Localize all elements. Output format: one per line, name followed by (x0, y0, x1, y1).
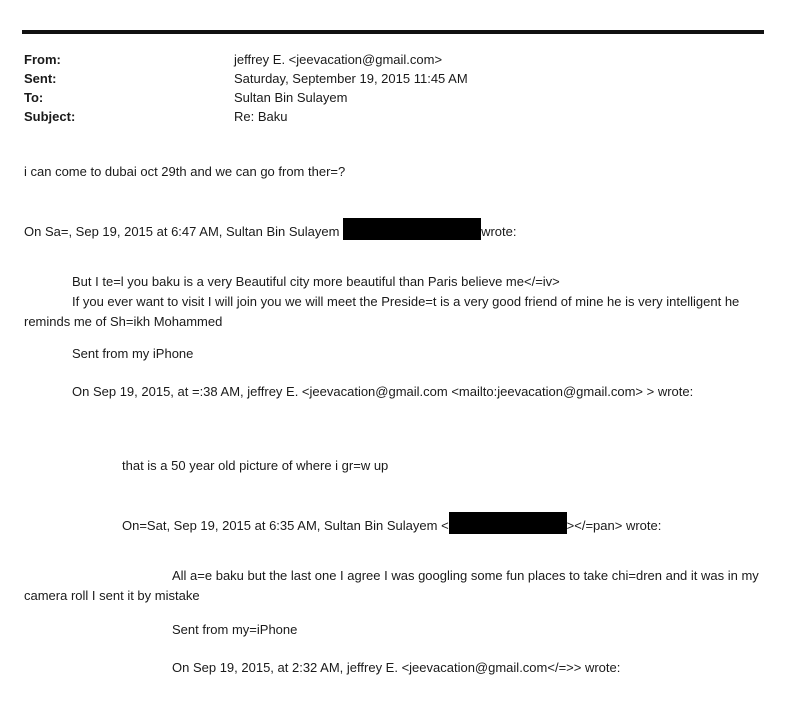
reply-line: i can come to dubai oct 29th and we can go from ther=? (24, 164, 346, 179)
redaction-box (343, 218, 481, 240)
redaction-box (449, 512, 567, 534)
body-paragraph-2: If you ever want to visit I will join you we will meet the Preside=t is a very good friend of mine he is very intelligent he reminds me of Sh=ikh Mohammed (24, 294, 740, 329)
body-paragraph-3: All a=e baku but the last one I agree I was googling some fun places to take chi=dren and it was in my camera roll I sent it by mistake (24, 568, 759, 603)
quote-attribution-1-text: On Sa=, Sep 19, 2015 at 6:47 AM, Sultan Bin Sulayem (24, 224, 344, 239)
top-rule (22, 30, 764, 34)
from-value: jeffrey E. <jeevacation@gmail.com> (234, 52, 443, 67)
subject-value: Re: Baku (234, 109, 288, 124)
quote-attribution-3 (122, 512, 661, 534)
to-value: Sultan Bin Sulayem (234, 90, 348, 105)
sent-value: Saturday, September 19, 2015 11:45 AM (234, 71, 468, 86)
quote-attribution-3-text: On=Sat, Sep 19, 2015 at 6:35 AM, Sultan Bin Sulayem < (122, 518, 449, 533)
quote-attribution-1 (24, 218, 516, 240)
sent-from-iphone-2: Sent from my=iPhone (172, 622, 298, 637)
from-label: From: (24, 52, 61, 67)
quote-attribution-3-wrote: ></=pan> wrote: (566, 518, 662, 533)
sent-label: Sent: (24, 71, 57, 86)
sent-from-iphone-1: Sent from my iPhone (72, 346, 194, 361)
quote-attribution-1-wrote: wrote: (481, 224, 517, 239)
body-paragraph-1: But I te=l you baku is a very Beautiful city more beautiful than Paris believe me</=iv> (72, 274, 560, 289)
quote-attribution-4: On Sep 19, 2015, at 2:32 AM, jeffrey E. <jeevacation@gmail.com</=>> wrote: (172, 660, 621, 675)
to-label: To: (24, 90, 44, 105)
quote-attribution-2: On Sep 19, 2015, at =:38 AM, jeffrey E. <jeevacation@gmail.com <mailto:jeevacation@gmail.com> > wrote: (72, 384, 694, 399)
subject-label: Subject: (24, 109, 76, 124)
picture-line: that is a 50 year old picture of where i gr=w up (122, 458, 389, 473)
